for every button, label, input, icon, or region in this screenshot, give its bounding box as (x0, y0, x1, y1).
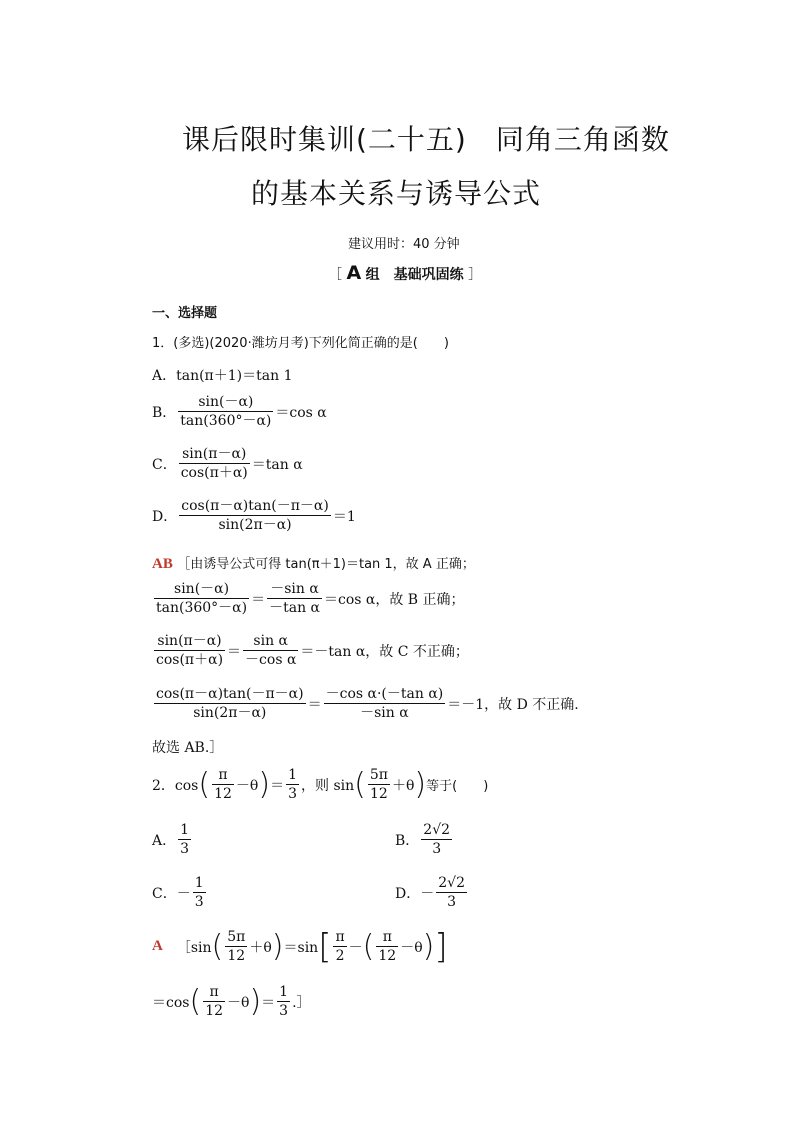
q1-option-d: D． $\frac{\cos(\pi-\alpha)\tan(-\pi-\alpha)}{\sin(2\pi-\alpha)}$ ＝1 (152, 498, 356, 533)
q1-answer: AB (152, 556, 173, 572)
q2-option-a: A． $\frac{1}{3}$ (152, 822, 190, 857)
q2-stem: 2．cos ( $\frac{\pi}{12}$ －θ ) ＝ $\frac{1}{3}$ ，则 sin ( $\frac{5\pi}{12}$ ＋θ ) 等于( ) (152, 766, 489, 802)
group-label: 组 基础巩固练 (365, 267, 464, 283)
q1-solution-line-3: $\frac{\sin(\pi-\alpha)}{\cos(\pi+\alpha)}$ ＝ $\frac{\text{sin α}}{\text{－cos α}}$ ＝－tan α，故 C 不正确； (156, 633, 469, 668)
time-hint: 建议用时：40 分钟 (348, 237, 460, 252)
q1-option-a: A．tan(π＋1)＝tan 1 (152, 368, 293, 384)
q1-solution-line-2: $\frac{\sin(-\alpha)}{\tan(360^\circ-\alpha)}$ ＝ $\frac{\text{－sin α}}{\text{－tan α}}$ ＝cos α，故 B 正确； (156, 581, 465, 616)
q2-answer: A (152, 938, 163, 954)
q2-option-d: D．－ $\frac{2√2}{3}$ (395, 875, 465, 910)
q1-stem: 1．(多选)(2020·潍坊月考)下列化简正确的是( ) (152, 336, 449, 351)
q2-option-b: B． $\frac{2√2}{3}$ (395, 822, 451, 857)
title-line-2: 的基本关系与诱导公式 (251, 177, 542, 210)
q1-solution-line-4: $\frac{\cos(\pi-\alpha)\tan(-\pi-\alpha)}{\sin(2\pi-\alpha)}$ ＝ $\frac{\text{－cos α·(－tan α)}}{\text{－sin α}}$ ＝－1，故 D 不正确. (156, 686, 579, 721)
group-letter: A (346, 262, 362, 284)
fraction: $\frac{\cos(\pi-\alpha)\tan(-\pi-\alpha)}{\sin(2\pi-\alpha)}$ (181, 498, 329, 533)
q2-solution-line-2: ＝cos ( $\frac{\pi}{12}$ －θ ) ＝ $\frac{1}{3}$ .］ (152, 983, 311, 1019)
fraction: $\frac{\sin(-\alpha)}{\tan(360^\circ-\alpha)}$ (180, 394, 272, 429)
title-line-1: 课后限时集训(二十五) 同角三角函数 (182, 123, 670, 156)
q1-solution-line-5: 故选 AB.］ (152, 740, 224, 756)
fraction: $\frac{\sin(\pi-\alpha)}{\cos(\pi+\alpha)}$ (180, 446, 248, 481)
section-heading: 一、选择题 (152, 306, 218, 321)
group-heading: ［ A 组 基础巩固练 ］ (328, 262, 483, 284)
q1-option-c: C． $\frac{\sin(\pi-\alpha)}{\cos(\pi+\alpha)}$ ＝tan α (152, 446, 303, 481)
q1-solution-line-1: AB ［由诱导公式可得 tan(π＋1)＝tan 1，故 A 正确； (152, 556, 475, 572)
q2-solution-line-1: A ［sin ( $\frac{5\pi}{12}$ ＋θ ) ＝sin [ $\frac{\pi}{2}$ － ( $\frac{\pi}{12}$ －θ ) ] (152, 926, 448, 967)
q1-option-b: B． $\frac{\sin(-\alpha)}{\tan(360^\circ-\alpha)}$ ＝cos α (152, 394, 327, 429)
q2-option-c: C．－ $\frac{1}{3}$ (152, 875, 204, 910)
